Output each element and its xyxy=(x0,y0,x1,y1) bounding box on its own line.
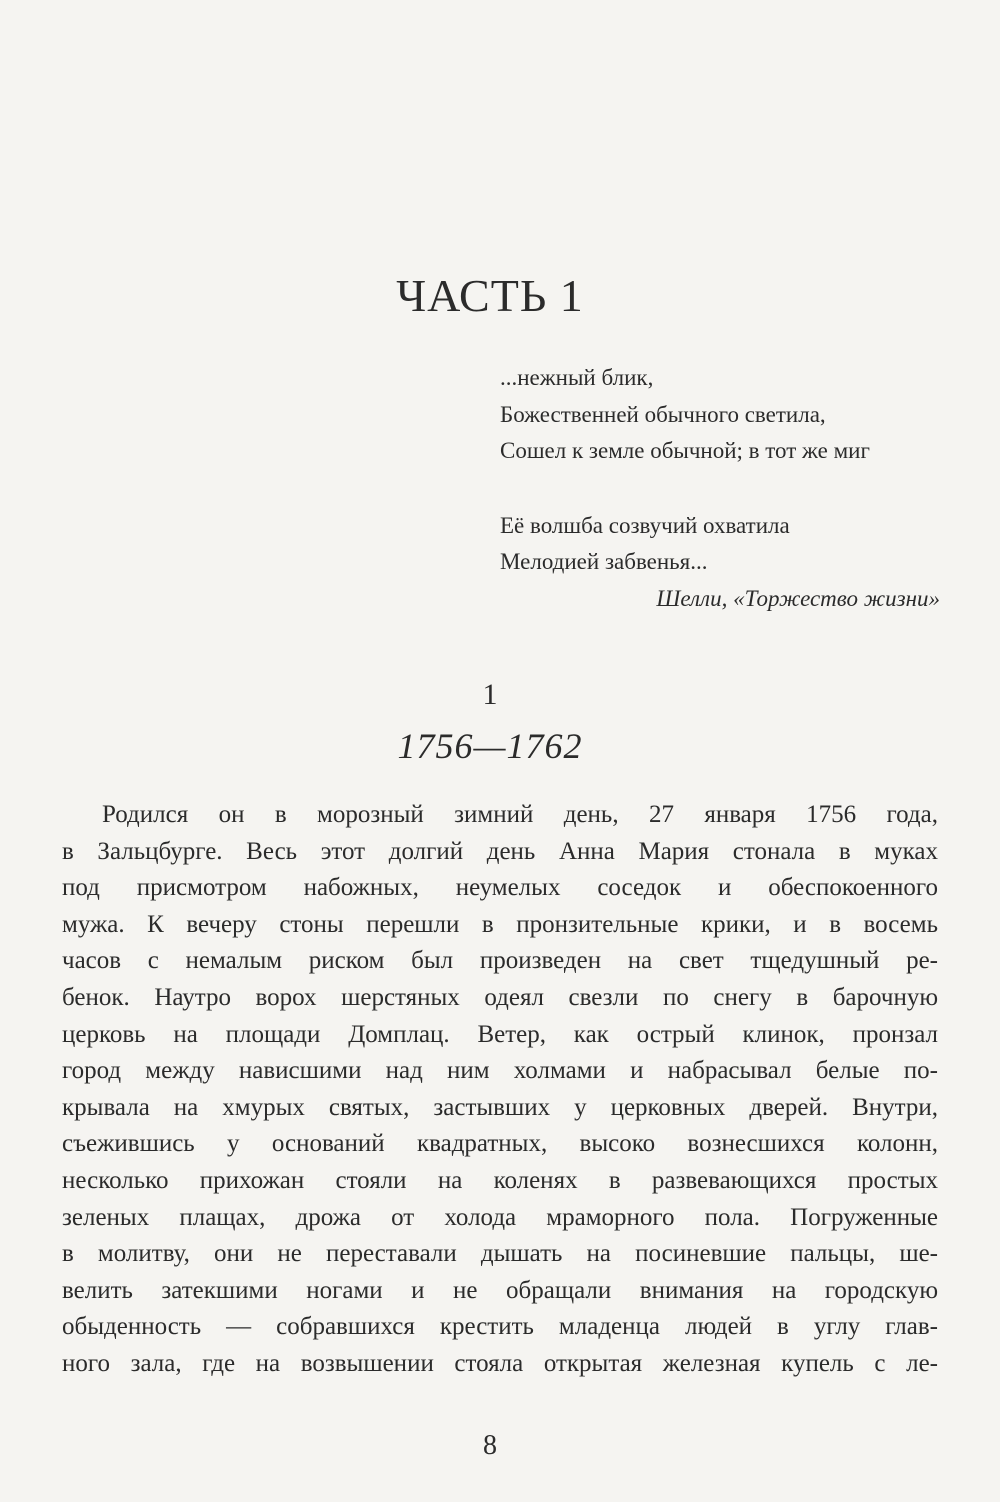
body-line: в Зальцбурге. Весь этот долгий день Анна Мария стонала в муках xyxy=(62,837,938,865)
body-line: церковь на площади Домплац. Ветер, как острый клинок, пронзал xyxy=(62,1020,938,1048)
body-line: город между нависшими над ним холмами и набрасывал белые по- xyxy=(62,1057,938,1085)
epigraph-attribution: Шелли, «Торжество жизни» xyxy=(656,585,940,611)
body-line: в молитву, они не переставали дышать на посиневшие пальцы, ше- xyxy=(62,1240,938,1268)
chapter-body-text xyxy=(62,797,938,1383)
body-line: Родился он в морозный зимний день, 27 января 1756 года, xyxy=(102,801,938,828)
body-line: ного зала, где на возвышении стояла открытая железная купель с ле- xyxy=(62,1349,938,1377)
body-line: съежившись у оснований квадратных, высоко вознесшихся колонн, xyxy=(62,1130,938,1158)
body-line: крывала на хмурых святых, застывших у церковных дверей. Внутри, xyxy=(62,1093,938,1121)
body-line: мужа. К вечеру стоны перешли в пронзительные крики, и в восемь xyxy=(62,910,938,938)
part-title: ЧАСТЬ 1 xyxy=(396,270,584,321)
body-line: несколько прихожан стояли на коленях в развевающихся простых xyxy=(62,1166,938,1194)
chapter-dates: 1756—1762 xyxy=(397,726,583,766)
body-line: под присмотром набожных, неумелых соседок и обеспокоенного xyxy=(62,874,938,902)
epigraph-line: ...нежный блик, xyxy=(500,365,654,390)
epigraph-line: Сошел к земле обычной; в тот же миг xyxy=(500,438,870,463)
body-line: часов с немалым риском был произведен на свет тщедушный ре- xyxy=(62,947,938,975)
body-line: велить затекшими ногами и не обращали внимания на городскую xyxy=(62,1276,938,1304)
epigraph-line: Божественней обычного светила, xyxy=(500,401,826,427)
body-line: бенок. Наутро ворох шерстяных одеял свезли по снегу в барочную xyxy=(62,983,938,1011)
stanza-gap xyxy=(500,470,940,508)
epigraph xyxy=(500,360,940,617)
epigraph-line: Мелодией забвенья... xyxy=(500,549,708,574)
epigraph-line: Её волшба созвучий охватила xyxy=(500,512,790,538)
chapter-number: 1 xyxy=(482,678,498,711)
body-line: зеленых плащах, дрожа от холода мраморного пола. Погруженные xyxy=(62,1203,938,1231)
body-line: обыденность — собравшихся крестить младенца людей в углу глав- xyxy=(62,1313,938,1341)
page-number: 8 xyxy=(483,1430,497,1461)
